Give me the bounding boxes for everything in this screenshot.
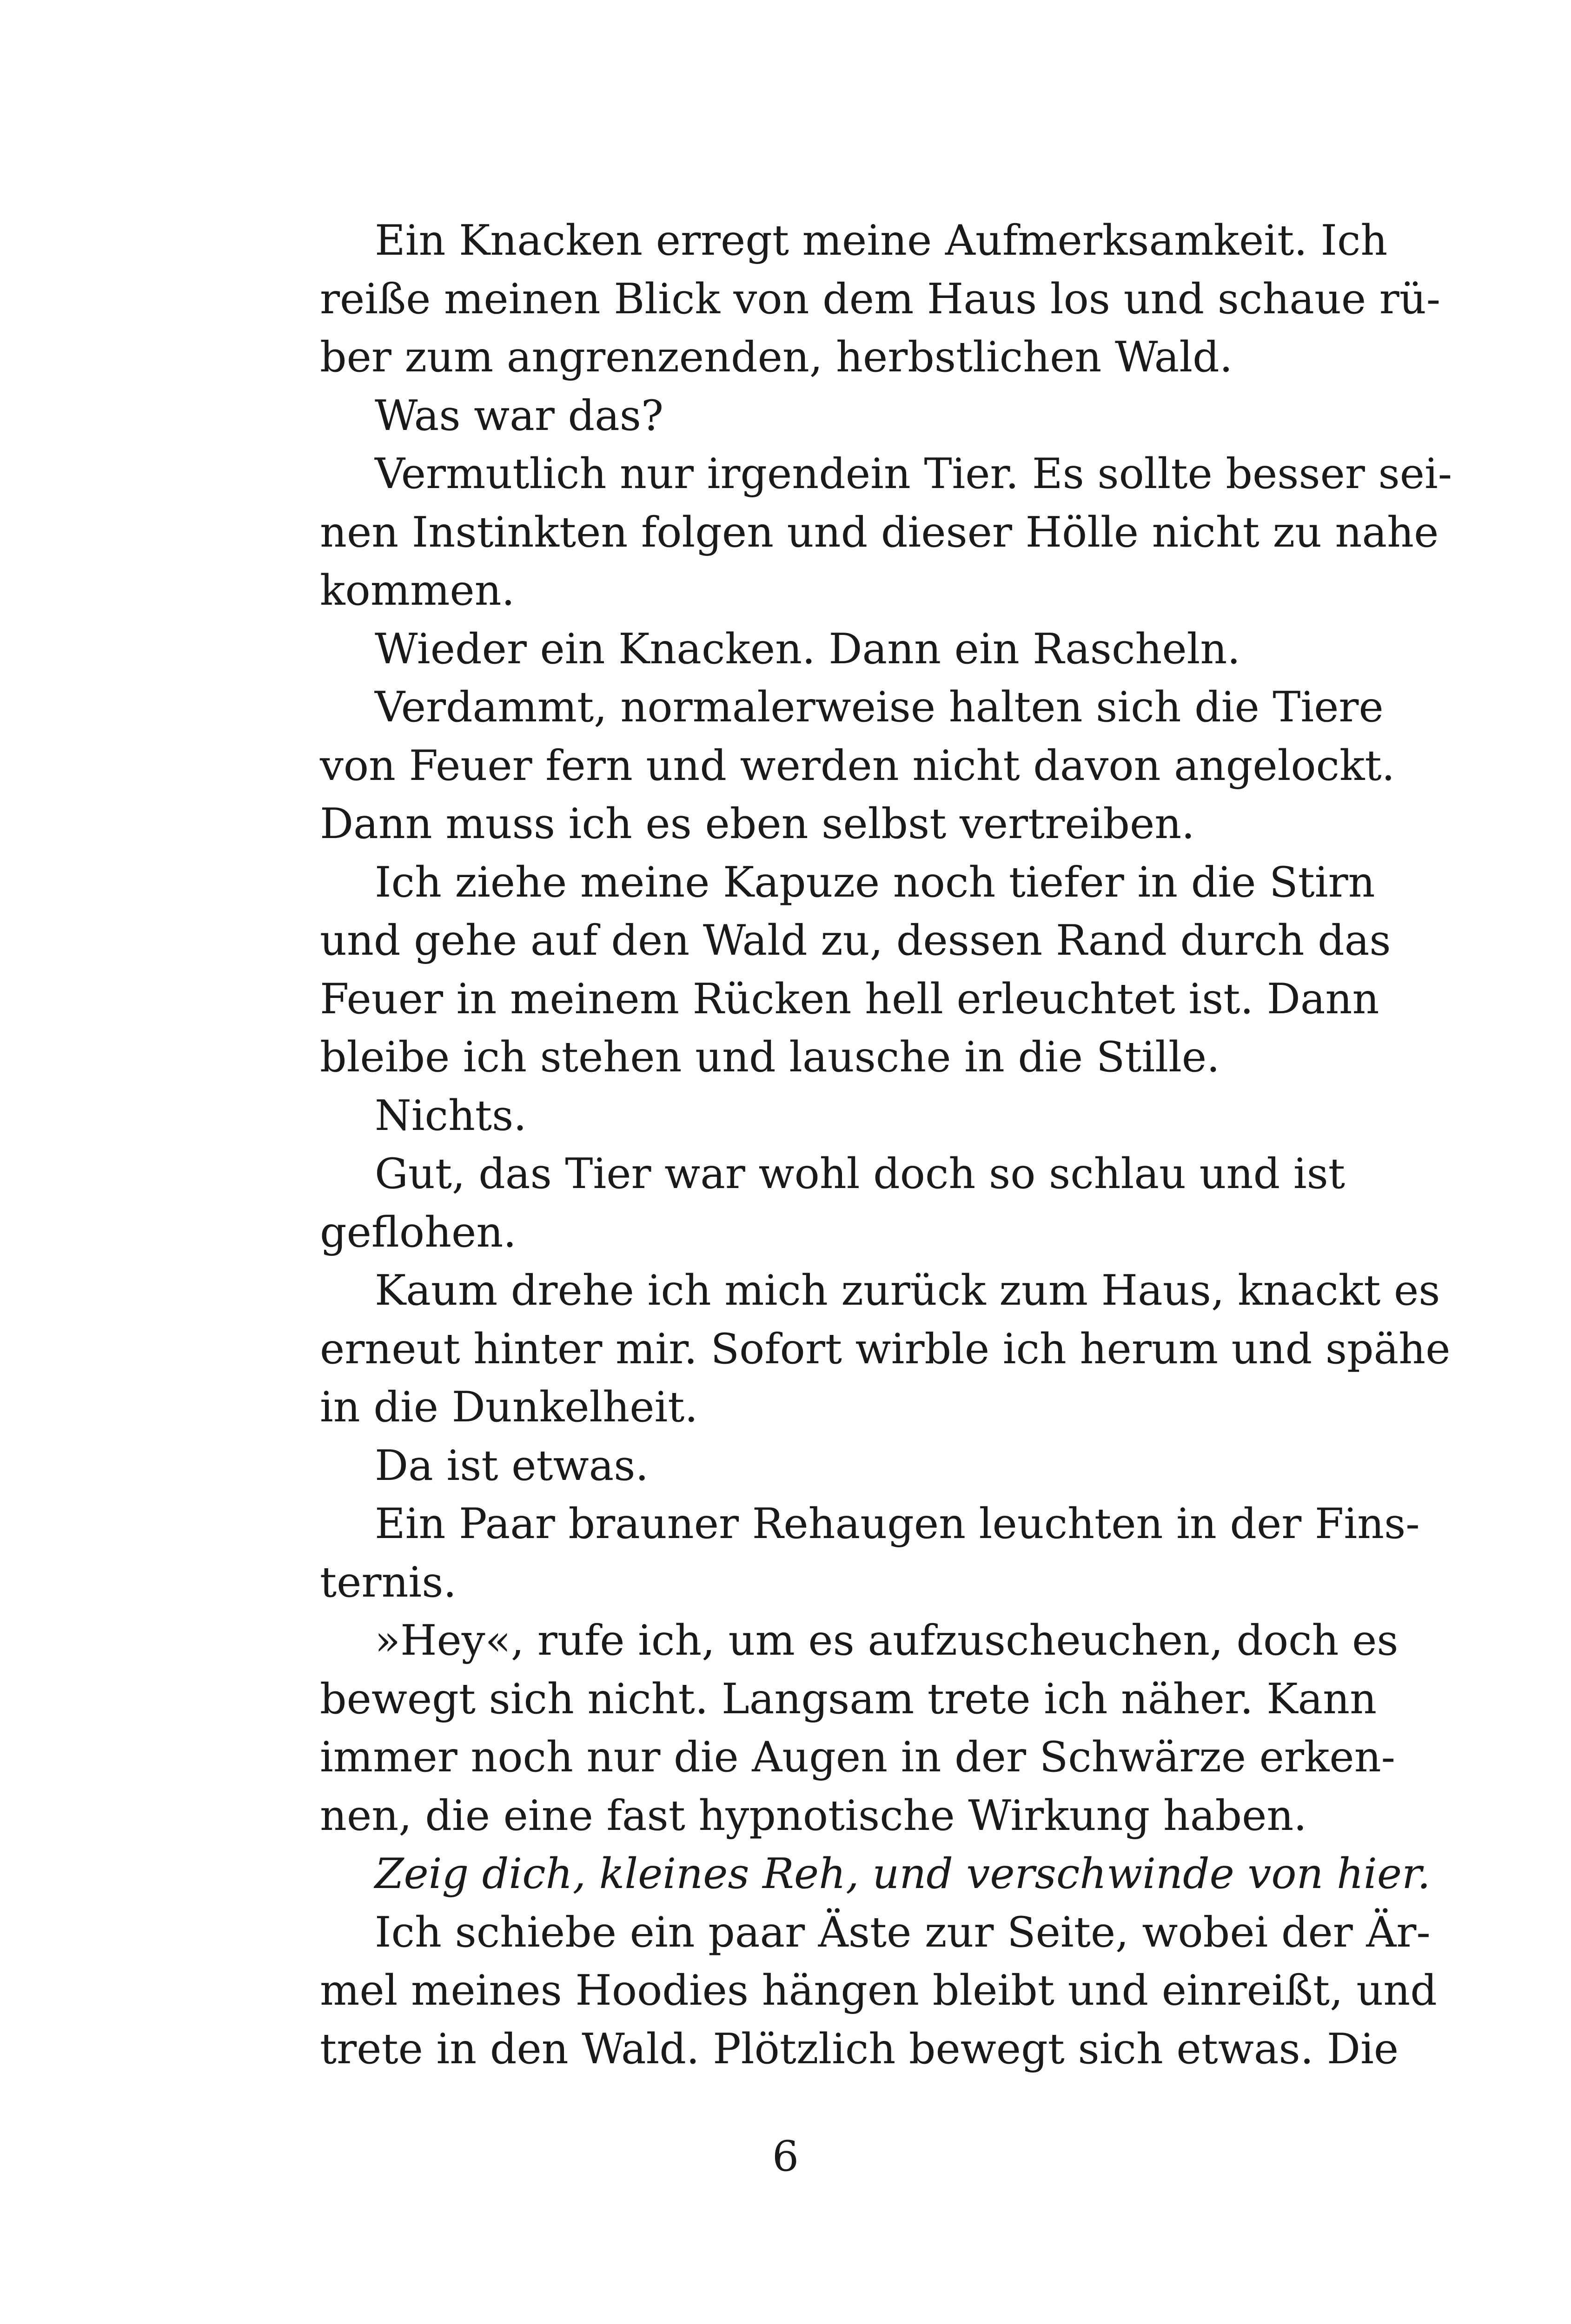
text-line: Kaum drehe ich mich zurück zum Haus, knackt es (375, 1266, 1440, 1315)
text-line: bewegt sich nicht. Langsam trete ich näher. Kann (320, 1674, 1377, 1723)
text-line: bleibe ich stehen und lausche in die Stille. (320, 1033, 1220, 1082)
text-line: »Hey«, rufe ich, um es aufzuscheuchen, doch es (375, 1616, 1399, 1665)
text-line: Was war das? (375, 391, 664, 440)
text-line: Ich ziehe meine Kapuze noch tiefer in die Stirn (375, 858, 1375, 907)
text-line: ber zum angrenzenden, herbstlichen Wald. (320, 333, 1233, 382)
text-line: Ein Knacken erregt meine Aufmerksamkeit. Ich (375, 216, 1388, 265)
text-line: immer noch nur die Augen in der Schwärze erken- (320, 1733, 1396, 1782)
body-text (320, 211, 1452, 2078)
text-line: geflohen. (320, 1208, 517, 1257)
text-line: reiße meinen Blick von dem Haus los und schaue rü- (320, 274, 1441, 324)
text-line: Gut, das Tier war wohl doch so schlau und ist (375, 1149, 1345, 1198)
text-line: Da ist etwas. (375, 1441, 649, 1490)
text-line: nen, die eine fast hypnotische Wirkung haben. (320, 1791, 1307, 1840)
text-line: Vermutlich nur irgendein Tier. Es sollte besser sei- (375, 449, 1452, 498)
text-line: Wieder ein Knacken. Dann ein Rascheln. (375, 624, 1240, 673)
text-line: Verdammt, normalerweise halten sich die Tiere (375, 683, 1384, 732)
text-line: Feuer in meinem Rücken hell erleuchtet ist. Dann (320, 974, 1379, 1023)
text-line: erneut hinter mir. Sofort wirble ich herum und spähe (320, 1324, 1451, 1373)
text-line: von Feuer fern und werden nicht davon angelockt. (320, 741, 1395, 790)
page-number: 6 (772, 2132, 799, 2181)
text-line: mel meines Hoodies hängen bleibt und einreißt, und (320, 1966, 1437, 2015)
text-line: kommen. (320, 566, 515, 615)
text-line: in die Dunkelheit. (320, 1383, 698, 1432)
text-line: Nichts. (375, 1091, 527, 1140)
text-line: Ich schiebe ein paar Äste zur Seite, wobei der Är- (375, 1908, 1431, 1957)
text-line: ternis. (320, 1558, 457, 1607)
text-line: Zeig dich, kleines Reh, und verschwinde von hier. (375, 1849, 1431, 1898)
text-line: nen Instinkten folgen und dieser Hölle nicht zu nahe (320, 508, 1439, 557)
text-line: trete in den Wald. Plötzlich bewegt sich etwas. Die (320, 2024, 1399, 2073)
text-line: und gehe auf den Wald zu, dessen Rand durch das (320, 916, 1391, 965)
text-line: Ein Paar brauner Rehaugen leuchten in der Fins- (375, 1499, 1420, 1548)
text-line: Dann muss ich es eben selbst vertreiben. (320, 799, 1195, 848)
